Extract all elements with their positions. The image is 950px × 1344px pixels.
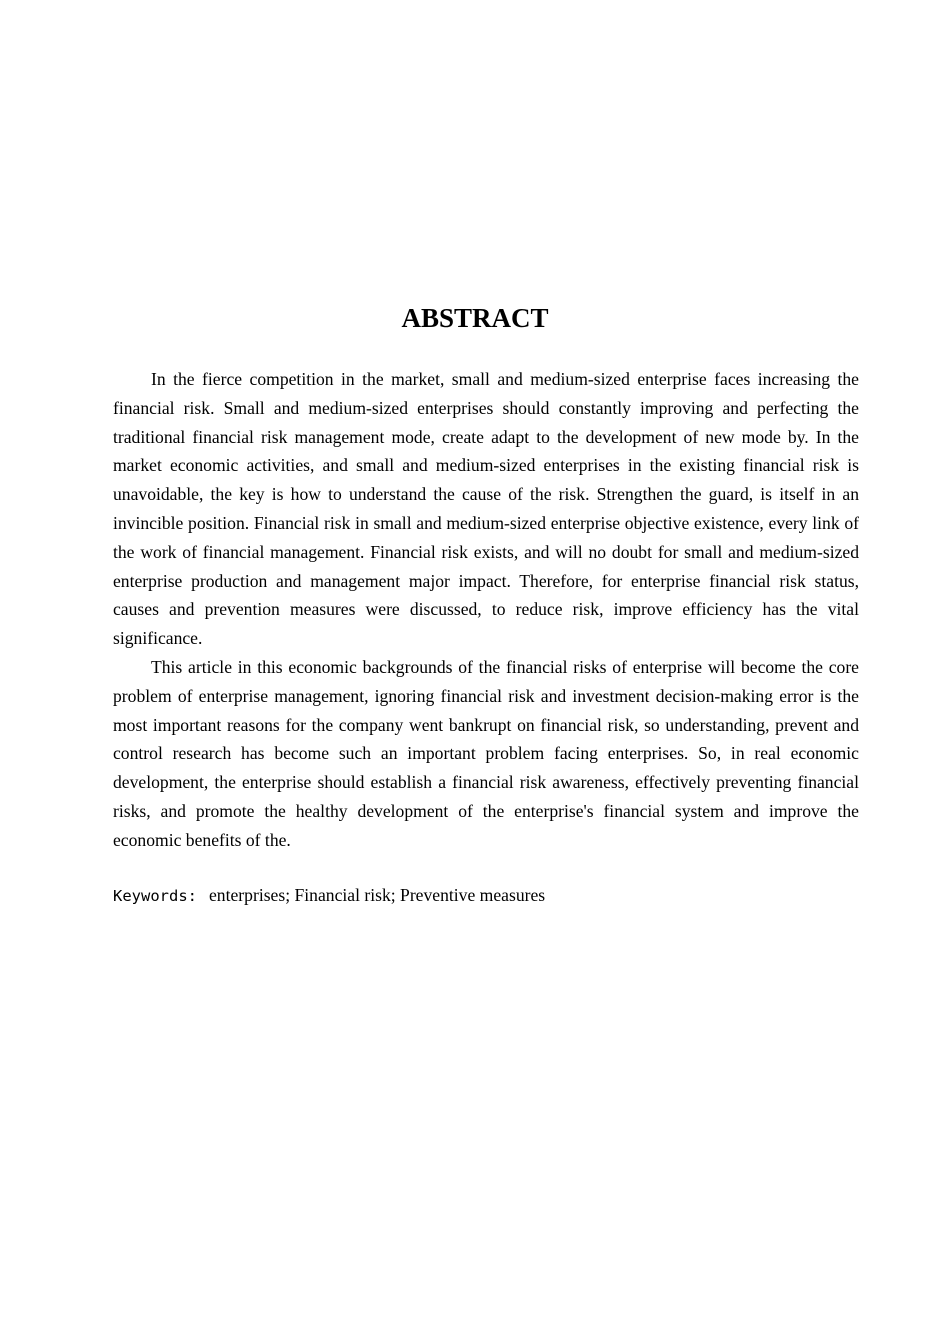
- abstract-paragraph-1: In the fierce competition in the market, small and medium-sized enterprise faces increasing the financial risk. Small and medium-sized enterprises should constantly improving and perfecting the traditional financial risk management mode, create adapt to the development of new mode by. In the market economic activities, and small and medium-sized enterprises in the existing financial risk is unavoidable, the key is how to understand the cause of the risk. Strengthen the guard, is itself in an invincible position. Financial risk in small and medium-sized enterprise objective existence, every link of the work of financial management. Financial risk exists, and will no doubt for small and medium-sized enterprise production and management major impact. Therefore, for enterprise financial risk status, causes and prevention measures were discussed, to reduce risk, improve efficiency has the vital significance.: [113, 369, 859, 649]
- abstract-body: [113, 365, 859, 855]
- keywords-line: [113, 881, 859, 911]
- keywords-label: Keywords:: [113, 887, 197, 905]
- keywords-list: enterprises; Financial risk; Preventive measures: [209, 885, 546, 905]
- abstract-paragraph-2: This article in this economic backgrounds of the financial risks of enterprise will become the core problem of enterprise management, ignoring financial risk and investment decision-making error is the most important reasons for the company went bankrupt on financial risk, so understanding, prevent and control research has become such an important problem facing enterprises. So, in real economic development, the enterprise should establish a financial risk awareness, effectively preventing financial risks, and promote the healthy development of the enterprise's financial system and improve the economic benefits of the.: [113, 656, 859, 850]
- abstract-title: ABSTRACT: [401, 303, 549, 333]
